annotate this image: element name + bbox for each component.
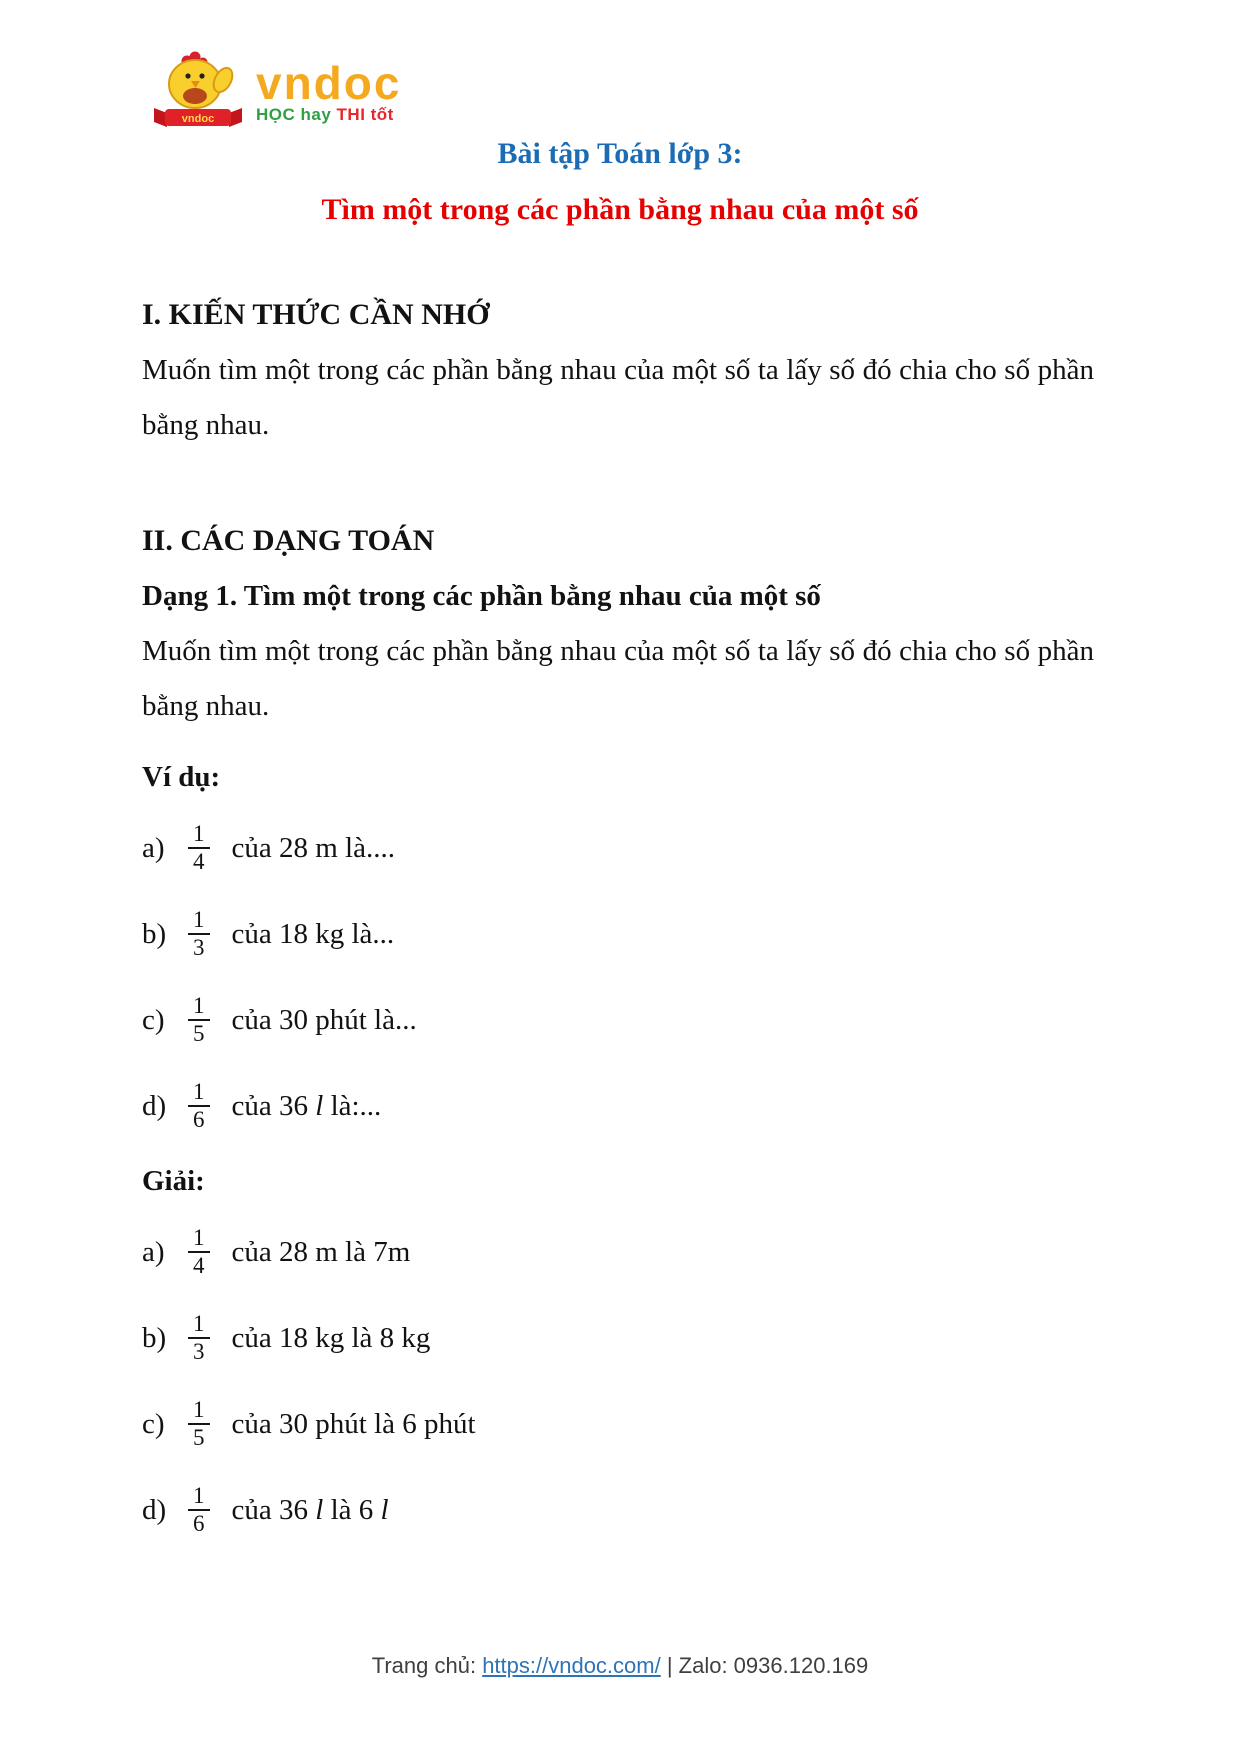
- section-1-heading: I. KIẾN THỨC CẦN NHỚ: [142, 298, 490, 331]
- fraction-denominator: 6: [188, 1105, 210, 1133]
- fraction: [188, 821, 210, 875]
- footer-prefix: Trang chủ:: [371, 1653, 483, 1678]
- item-letter: c): [142, 1003, 165, 1036]
- example-item-a: [142, 816, 1094, 880]
- item-text-part: của 18 kg là...: [231, 917, 395, 950]
- item-text-part: của 30 phút là 6 phút: [231, 1407, 476, 1440]
- item-text-part: là:...: [323, 1089, 382, 1122]
- item-text: [232, 1004, 417, 1037]
- example-label: Ví dụ:: [142, 761, 221, 793]
- logo-brand-text: vndoc: [256, 57, 402, 109]
- fraction: [188, 1225, 210, 1279]
- item-text: [232, 832, 395, 865]
- fraction-numerator: 1: [193, 1311, 205, 1337]
- item-text-part: là 6: [323, 1493, 381, 1526]
- item-text: [232, 918, 395, 951]
- item-letter: d): [142, 1089, 167, 1122]
- item-letter: b): [142, 1321, 167, 1354]
- solution-item-b: [142, 1306, 1094, 1370]
- item-letter: b): [142, 917, 167, 950]
- item-text-italic: l: [380, 1493, 389, 1526]
- item-text: [232, 1494, 389, 1527]
- vndoc-logo: [146, 50, 401, 128]
- example-item-b: [142, 902, 1094, 966]
- item-text-part: của 18 kg là 8 kg: [231, 1321, 431, 1354]
- section-1-paragraph: Muốn tìm một trong các phần bằng nhau của một số ta lấy số đó chia cho số phần bằng nhau.: [142, 354, 1094, 441]
- fraction-denominator: 4: [188, 1251, 210, 1279]
- fraction-denominator: 3: [188, 1337, 210, 1365]
- fraction: [188, 993, 210, 1047]
- logo-tagline-red: THI tốt: [336, 105, 394, 124]
- fraction: [188, 1079, 210, 1133]
- solution-item-a: [142, 1220, 1094, 1284]
- example-item-c: [142, 988, 1094, 1052]
- footer-suffix: | Zalo: 0936.120.169: [660, 1653, 869, 1678]
- item-text-part: của 28 m là 7m: [231, 1235, 411, 1268]
- logo-banner-text: vndoc: [181, 113, 215, 125]
- homepage-link[interactable]: https://vndoc.com/: [482, 1653, 661, 1678]
- solution-label: Giải:: [142, 1165, 205, 1197]
- fraction: [188, 1397, 210, 1451]
- logo-tagline-green: HỌC hay: [256, 105, 332, 124]
- solution-item-d: [142, 1478, 1094, 1542]
- fraction-numerator: 1: [193, 1225, 205, 1251]
- solution-item-c: [142, 1392, 1094, 1456]
- item-letter: a): [142, 1235, 165, 1268]
- fraction-denominator: 6: [188, 1509, 210, 1537]
- fraction: [188, 1311, 210, 1365]
- fraction-numerator: 1: [193, 1483, 205, 1509]
- fraction-denominator: 5: [188, 1019, 210, 1047]
- logo-wordmark: [256, 57, 402, 125]
- section-2-heading: II. CÁC DẠNG TOÁN: [142, 524, 435, 557]
- item-text-italic: l: [315, 1089, 324, 1122]
- fraction-numerator: 1: [193, 993, 205, 1019]
- fraction-denominator: 4: [188, 847, 210, 875]
- item-text-part: của 36: [231, 1089, 316, 1122]
- item-text-part: của 30 phút là...: [231, 1003, 417, 1036]
- example-item-d: [142, 1074, 1094, 1138]
- fraction-numerator: 1: [193, 907, 205, 933]
- item-letter: d): [142, 1493, 167, 1526]
- item-letter: a): [142, 831, 165, 864]
- fraction-numerator: 1: [193, 821, 205, 847]
- dang-1-paragraph: Muốn tìm một trong các phần bằng nhau của một số ta lấy số đó chia cho số phần bằng nhau.: [142, 635, 1094, 722]
- logo-tagline: [256, 105, 401, 125]
- fraction-numerator: 1: [193, 1397, 205, 1423]
- item-text-part: của 28 m là....: [231, 831, 395, 864]
- fraction: [188, 907, 210, 961]
- item-text: [232, 1408, 476, 1441]
- item-text: [232, 1090, 382, 1123]
- fraction-denominator: 3: [188, 933, 210, 961]
- document-title: Bài tập Toán lớp 3:: [497, 137, 743, 170]
- item-text-italic: l: [315, 1493, 324, 1526]
- document-subtitle: Tìm một trong các phần bằng nhau của một số: [321, 193, 919, 226]
- page-footer: [0, 1653, 1240, 1679]
- item-text-part: của 36: [231, 1493, 316, 1526]
- item-text: [232, 1322, 431, 1355]
- fraction-numerator: 1: [193, 1079, 205, 1105]
- fraction-denominator: 5: [188, 1423, 210, 1451]
- fraction: [188, 1483, 210, 1537]
- item-letter: c): [142, 1407, 165, 1440]
- dang-1-heading: Dạng 1. Tìm một trong các phần bằng nhau của một số: [142, 580, 821, 612]
- item-text: [232, 1236, 411, 1269]
- document-body: [142, 297, 1094, 1542]
- chicken-mascot-icon: [146, 50, 250, 128]
